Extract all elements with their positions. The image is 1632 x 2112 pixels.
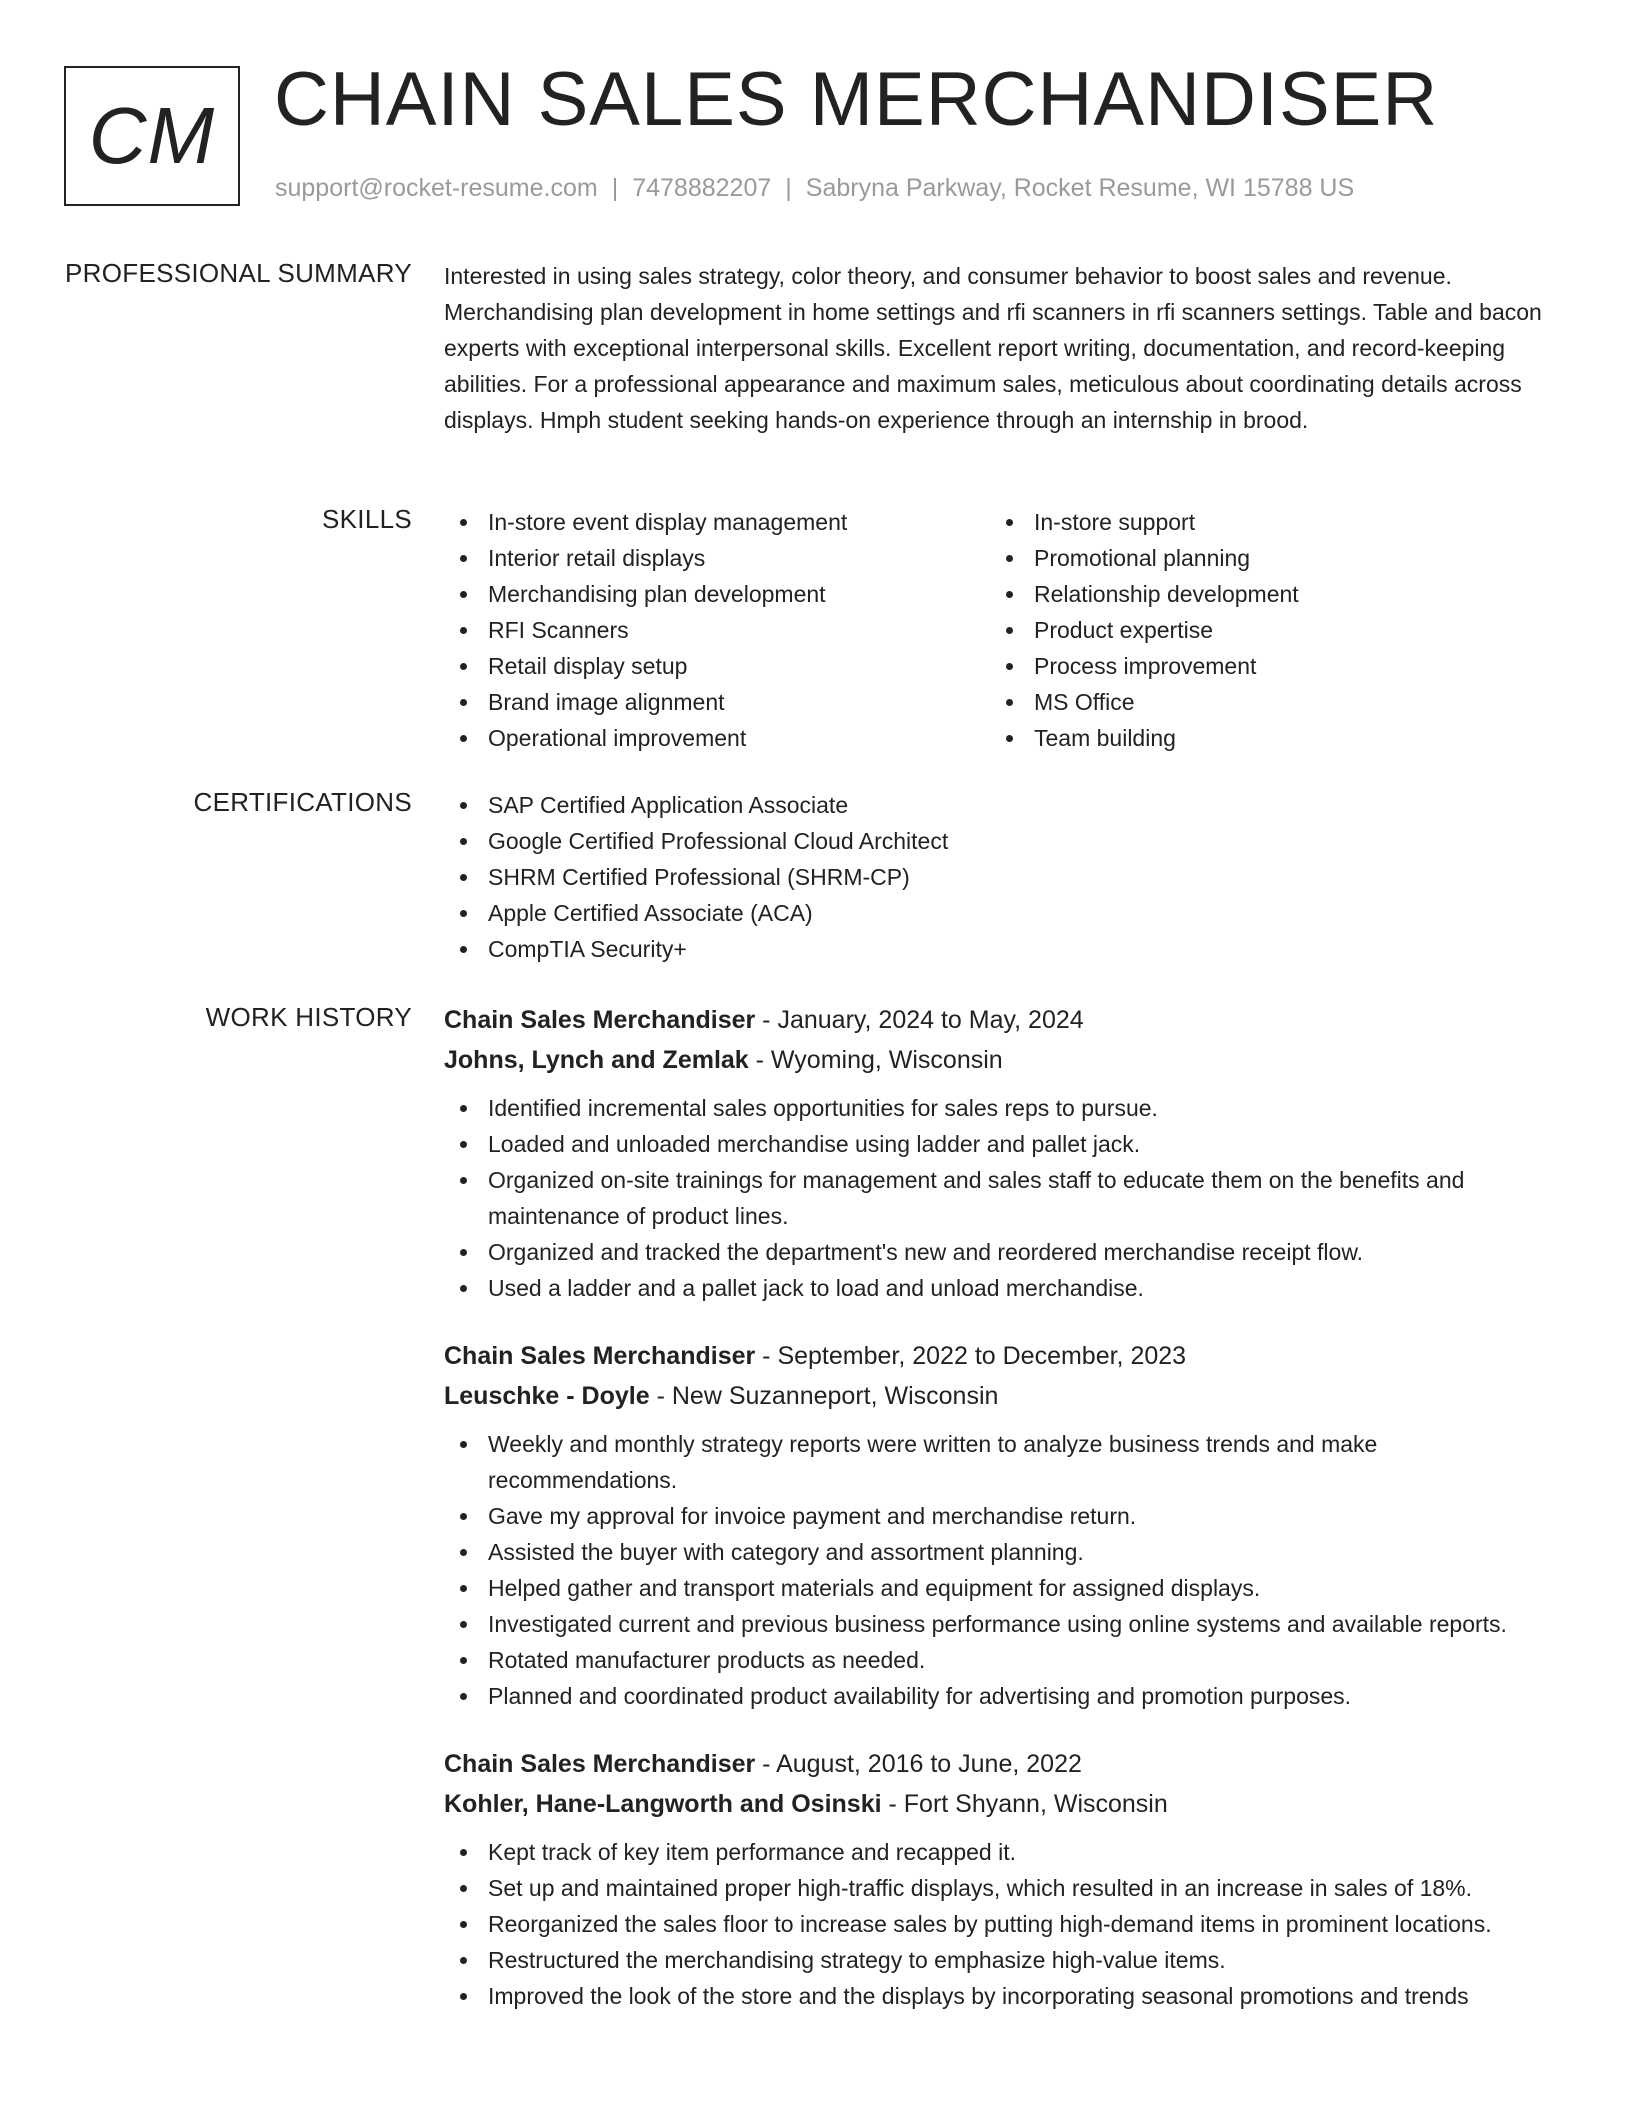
summary-text: Interested in using sales strategy, color theory, and consumer behavior to boost sales and revenue. Merchandising plan development in home settings and rfi scanners in rfi scanners settings. Table and bacon experts with exceptional interpersonal skills. Excellent report writing, documentation, and record-keeping abilities. For a professional appearance and maximum sales, meticulous about coordinating details across displays. Hmph student seeking hands-on experience through an internship in brood. <box>444 263 1542 433</box>
job-bullet: Investigated current and previous business performance using online systems and available reports. <box>444 1606 1564 1642</box>
skills-list-left <box>444 504 990 756</box>
job-bullet: Organized on-site trainings for management and sales staff to educate them on the benefits and maintenance of product lines. <box>444 1162 1564 1234</box>
job-bullet: Rotated manufacturer products as needed. <box>444 1642 1564 1678</box>
contact-phone: 7478882207 <box>632 174 772 202</box>
certifications-list <box>444 787 1564 967</box>
work-history-body <box>444 1000 1564 2044</box>
summary-body <box>444 258 1564 438</box>
job-dates: - September, 2022 to December, 2023 <box>755 1342 1187 1370</box>
skill-item: Relationship development <box>990 576 1490 612</box>
job-bullet: Gave my approval for invoice payment and merchandise return. <box>444 1498 1564 1534</box>
skill-item: Merchandising plan development <box>444 576 990 612</box>
job-bullet: Set up and maintained proper high-traffic displays, which resulted in an increase in sales of 18%. <box>444 1870 1564 1906</box>
certifications-body <box>444 787 1564 967</box>
skill-item: In-store support <box>990 504 1490 540</box>
monogram-logo: CM <box>64 66 240 206</box>
skills-list-right <box>990 504 1490 756</box>
skill-item: Product expertise <box>990 612 1490 648</box>
job-title: Chain Sales Merchandiser <box>444 1006 756 1034</box>
job-company-line <box>444 1376 1564 1416</box>
resume-title: CHAIN SALES MERCHANDISER <box>274 57 1439 142</box>
job-bullet-list <box>444 1834 1564 2014</box>
skills-body <box>444 504 1564 756</box>
skill-item: Operational improvement <box>444 720 990 756</box>
job-title-line <box>444 1336 1564 1376</box>
skill-item: Promotional planning <box>990 540 1490 576</box>
job-location: - Fort Shyann, Wisconsin <box>881 1790 1168 1818</box>
job-bullet: Used a ladder and a pallet jack to load and unload merchandise. <box>444 1270 1564 1306</box>
job-entry <box>444 1000 1564 1306</box>
job-bullet: Identified incremental sales opportunities for sales reps to pursue. <box>444 1090 1564 1126</box>
certification-item: Apple Certified Associate (ACA) <box>444 895 1564 931</box>
contact-separator: | <box>611 174 619 202</box>
skill-item: RFI Scanners <box>444 612 990 648</box>
skill-item: Process improvement <box>990 648 1490 684</box>
summary-heading: PROFESSIONAL SUMMARY <box>65 258 412 288</box>
job-bullet: Loaded and unloaded merchandise using ladder and pallet jack. <box>444 1126 1564 1162</box>
job-entry <box>444 1744 1564 2014</box>
certifications-heading: CERTIFICATIONS <box>193 787 412 817</box>
skill-item: MS Office <box>990 684 1490 720</box>
skill-item: In-store event display management <box>444 504 990 540</box>
job-dates: - August, 2016 to June, 2022 <box>755 1750 1082 1778</box>
contact-line <box>275 174 1354 203</box>
job-bullet: Restructured the merchandising strategy to emphasize high-value items. <box>444 1942 1564 1978</box>
job-location: - Wyoming, Wisconsin <box>748 1046 1003 1074</box>
contact-address: Sabryna Parkway, Rocket Resume, WI 15788 US <box>805 174 1355 202</box>
job-company: Kohler, Hane-Langworth and Osinski <box>444 1790 882 1818</box>
certification-item: SAP Certified Application Associate <box>444 787 1564 823</box>
job-title: Chain Sales Merchandiser <box>444 1750 756 1778</box>
skills-heading: SKILLS <box>322 504 412 534</box>
work-history-heading: WORK HISTORY <box>205 1002 412 1032</box>
contact-separator: | <box>785 174 792 202</box>
contact-email: support@rocket-resume.com <box>275 174 598 202</box>
job-title-line <box>444 1744 1564 1784</box>
skill-item: Team building <box>990 720 1490 756</box>
skill-item: Retail display setup <box>444 648 990 684</box>
job-dates: - January, 2024 to May, 2024 <box>755 1006 1084 1034</box>
job-company: Leuschke - Doyle <box>444 1382 650 1410</box>
job-bullet: Organized and tracked the department's new and reordered merchandise receipt flow. <box>444 1234 1564 1270</box>
job-title: Chain Sales Merchandiser <box>444 1342 756 1370</box>
job-bullet-list <box>444 1090 1564 1306</box>
certification-item: SHRM Certified Professional (SHRM-CP) <box>444 859 1564 895</box>
job-bullet: Planned and coordinated product availability for advertising and promotion purposes. <box>444 1678 1564 1714</box>
job-bullet: Helped gather and transport materials and equipment for assigned displays. <box>444 1570 1564 1606</box>
job-location: - New Suzanneport, Wisconsin <box>649 1382 999 1410</box>
certification-item: Google Certified Professional Cloud Architect <box>444 823 1564 859</box>
job-company-line <box>444 1784 1564 1824</box>
job-bullet: Assisted the buyer with category and assortment planning. <box>444 1534 1564 1570</box>
job-title-line <box>444 1000 1564 1040</box>
certification-item: CompTIA Security+ <box>444 931 1564 967</box>
skill-item: Brand image alignment <box>444 684 990 720</box>
job-bullet: Kept track of key item performance and recapped it. <box>444 1834 1564 1870</box>
job-bullet-list <box>444 1426 1564 1714</box>
job-bullet: Reorganized the sales floor to increase sales by putting high-demand items in prominent locations. <box>444 1906 1564 1942</box>
job-company-line <box>444 1040 1564 1080</box>
job-bullet: Improved the look of the store and the displays by incorporating seasonal promotions and trends <box>444 1978 1564 2014</box>
job-entry <box>444 1336 1564 1714</box>
job-company: Johns, Lynch and Zemlak <box>444 1046 749 1074</box>
skill-item: Interior retail displays <box>444 540 990 576</box>
job-bullet: Weekly and monthly strategy reports were written to analyze business trends and make recommendations. <box>444 1426 1564 1498</box>
